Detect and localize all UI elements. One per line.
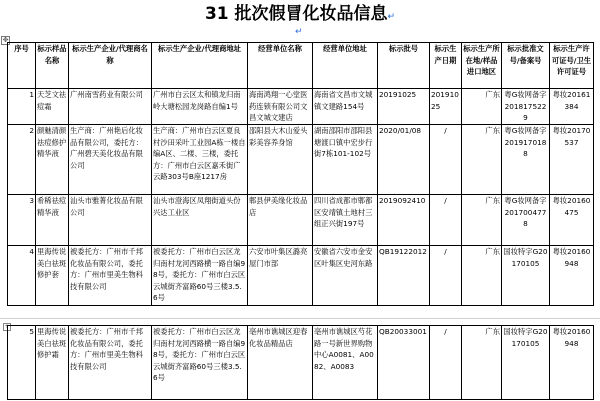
- table-cell: 粤妆20170537: [550, 125, 594, 195]
- header-label: 经营单位名称: [258, 44, 302, 53]
- table-cell: 天芝文祛痘霜: [36, 89, 69, 125]
- table-cell: 广东: [462, 326, 502, 400]
- table-cell: 广东: [462, 125, 502, 195]
- table-cell: 20191025: [430, 89, 462, 125]
- header-label: 标示生产企业/代理商地址: [158, 44, 241, 53]
- title-text: 31 批次假冒化妆品信息: [204, 4, 388, 24]
- add-row-plus-icon[interactable]: +: [4, 323, 10, 330]
- table-cell: 海南省文昌市文城镇文建路154号: [313, 89, 378, 125]
- header-cell: [8, 43, 36, 89]
- table-row: [8, 125, 594, 195]
- header-cell: [152, 43, 248, 89]
- table-move-handle-icon[interactable]: ✥: [2, 36, 9, 44]
- table-cell: 安徽省六安市金安区叶集区史河东路: [313, 246, 378, 306]
- header-cell: [462, 43, 502, 89]
- table-cell: 粤妆20160475: [550, 195, 594, 246]
- table-cell: /: [430, 195, 462, 246]
- header-label: 标示生产企业/代理商名称: [72, 44, 148, 65]
- table-cell: 被委托方：广州市白云区龙归南村龙河西路横一路自编98号，委托方：广州市白云区云城街齐富路60号三楼3.5.6号: [152, 326, 248, 400]
- table-cell: 广东: [462, 195, 502, 246]
- table-cell: 汕头市澄海区凤翔街道头份兴达工业区: [152, 195, 248, 246]
- table-cell: 粤妆20160948: [550, 246, 594, 306]
- table-row: [8, 246, 594, 306]
- table-cell: 海南鸿翔一心堂医药连锁有限公司文昌文城文建店: [248, 89, 313, 125]
- counterfeit-cosmetics-table: [7, 42, 594, 306]
- table-cell: 广东: [462, 89, 502, 125]
- table-cell: QB20033001: [378, 326, 430, 400]
- table-cell: 颜魅清颜祛痘修护精华液: [36, 125, 69, 195]
- table-row: [8, 326, 594, 400]
- table-cell: 粤妆20161384: [550, 89, 594, 125]
- header-cell: [502, 43, 550, 89]
- table-cell: 粤G妆网备字2018175229: [502, 89, 550, 125]
- table-cell: 湖南邵阳市邵阳县塘渡口镇中宏步行街7栋101-102号: [313, 125, 378, 195]
- table-cell: 广东: [462, 246, 502, 306]
- table-cell: 20191025: [378, 89, 430, 125]
- table-cell: QB19122012: [378, 246, 430, 306]
- header-cell: [378, 43, 430, 89]
- header-label: 标示样品名称: [37, 44, 67, 65]
- table-cell: /: [430, 125, 462, 195]
- table-row: [8, 89, 594, 125]
- header-cell: [248, 43, 313, 89]
- table-cell: 广州南雪药业有限公司: [69, 89, 152, 125]
- table-cell: /: [430, 246, 462, 306]
- table-cell: 里海传说美白祛斑修护霜: [36, 326, 69, 400]
- header-cell: [430, 43, 462, 89]
- table-cell: 被委托方：广州市白云区龙归南村龙河西路横一路自编98号，委托方：广州市白云区云城街齐富路60号三楼3.5.6号: [152, 246, 248, 306]
- header-label: 经营单位地址: [323, 44, 367, 53]
- table-cell: 四川省成都市郫都区安靖镇土地村三组正兴街197号: [313, 195, 378, 246]
- header-label: 标示生产所在地/样品进口地区: [463, 44, 500, 76]
- header-label: 标示生产日期: [434, 44, 457, 65]
- table-cell: 2019092410: [378, 195, 430, 246]
- table-cell: /: [430, 326, 462, 400]
- table-cell: 2: [8, 125, 36, 195]
- header-label: 标示批准文号/备案号: [507, 44, 544, 65]
- table-cell: 亳州市谯城区迎春化妆品精品店: [248, 326, 313, 400]
- table-cell: 生产商：广州市白云区夏良村沙田采叶工业园A栋一楼自编A区、二楼、三楼，委托方：广州市白云区嘉禾街广云路303号B座1217房: [152, 125, 248, 195]
- table-cell: 5: [8, 326, 36, 400]
- header-label: 序号: [14, 44, 29, 53]
- table-cell: 粤G妆网备字2019170188: [502, 125, 550, 195]
- header-label: 标示生产许可证号/卫生许可证号: [551, 44, 592, 76]
- table-cell: 邵阳县大木山爱头彩美容养身馆: [248, 125, 313, 195]
- header-cell: [550, 43, 594, 89]
- table-cell: 里海传说美白祛斑修护套: [36, 246, 69, 306]
- table-cell: 被委托方：广州市千邦化妆品有限公司，委托方：广州市里美生物科技有限公司: [69, 246, 152, 306]
- table-cell: 国妆特字G20170105: [502, 326, 550, 400]
- table-cell: 希稀祛痘精华液: [36, 195, 69, 246]
- table-cell: 2020/01/08: [378, 125, 430, 195]
- header-label: 标示批号: [388, 44, 419, 53]
- header-cell: [313, 43, 378, 89]
- table-cell: 亳州市谯城区芍花路一号新世界购物中心A0081、A0082、A0083: [313, 326, 378, 400]
- counterfeit-cosmetics-table-continued: [7, 325, 594, 400]
- paragraph-mark-icon: ↵: [295, 27, 303, 37]
- table-cell: 3: [8, 195, 36, 246]
- table-cell: 国妆特字G20170105: [502, 246, 550, 306]
- table-cell: 粤妆20160948: [550, 326, 594, 400]
- table-row: [8, 195, 594, 246]
- page-title: [0, 3, 600, 28]
- paragraph-mark-icon: ↵: [387, 12, 396, 22]
- header-row: [8, 43, 594, 89]
- page-break-divider: [0, 318, 600, 319]
- table-cell: 粤G妆网备字2017004778: [502, 195, 550, 246]
- table-cell: 汕头市雅菁化妆品有限公司: [69, 195, 152, 246]
- header-cell: [69, 43, 152, 89]
- table-cell: 广州市白云区太和镇龙归南岭大塘松园龙岗路自编1号: [152, 89, 248, 125]
- header-cell: [36, 43, 69, 89]
- table-cell: 郫县伊美缘化妆品店: [248, 195, 313, 246]
- table-cell: 六安市叶集区潞亮屋门市部: [248, 246, 313, 306]
- table-cell: 生产商：广州艳后化妆品有限公司，委托方：广州碧天美化妆品有限公司: [69, 125, 152, 195]
- table-cell: 1: [8, 89, 36, 125]
- table-cell: 4: [8, 246, 36, 306]
- table-cell: 被委托方：广州市千邦化妆品有限公司，委托方：广州市里美生物科技有限公司: [69, 326, 152, 400]
